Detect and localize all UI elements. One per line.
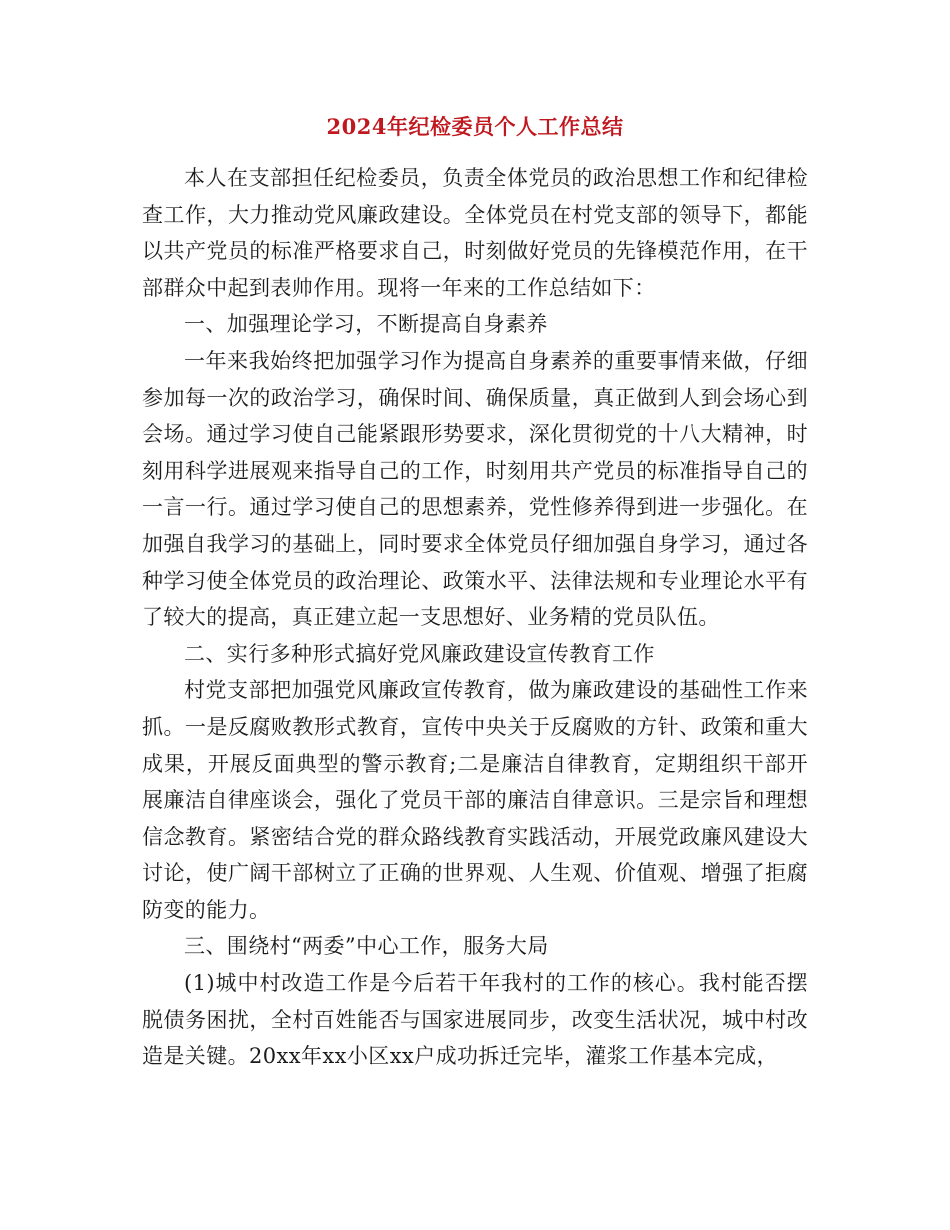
section-heading-1: 一、加强理论学习，不断提高自身素养 — [184, 312, 548, 337]
section-2-paragraph: 村党支部把加强党风廉政宣传教育，做为廉政建设的基础性工作来抓。一是反腐败教形式教育，宣传中央关于反腐败的方针、政策和重大成果，开展反面典型的警示教育;二是廉洁自律教育，定期组织干部开展廉洁自律座谈会，强化了党员干部的廉洁自律意识。三是宗旨和理想信念教育。紧密结合党的群众路线教育实践活动，开展党政廉风建设大讨论，使广阔干部树立了正确的世界观、人生观、价值观、增强了拒腐防变的能力。 — [142, 678, 808, 922]
section-heading-3: 三、围绕村“两委”中心工作，服务大局 — [184, 934, 549, 959]
document-body — [142, 160, 808, 1075]
document-page — [142, 112, 808, 1075]
document-title: 2024年纪检委员个人工作总结 — [326, 114, 624, 139]
section-1-paragraph: 一年来我始终把加强学习作为提高自身素养的重要事情来做，仔细参加每一次的政治学习，确保时间、确保质量，真正做到人到会场心到会场。通过学习使自己能紧跟形势要求，深化贯彻党的十八大精神，时刻用科学进展观来指导自己的工作，时刻用共产党员的标准指导自己的一言一行。通过学习使自己的思想素养，党性修养得到进一步强化。在加强自我学习的基础上，同时要求全体党员仔细加强自身学习，通过各种学习使全体党员的政治理论、政策水平、法律法规和专业理论水平有了较大的提高，真正建立起一支思想好、业务精的党员队伍。 — [142, 348, 808, 630]
section-3-paragraph: (1)城中村改造工作是今后若干年我村的工作的核心。我村能否摆脱债务困扰，全村百姓能否与国家进展同步，改变生活状况，城中村改造是关键。20xx年xx小区xx户成功拆迁完毕，灌浆工作基本完成， — [142, 971, 808, 1069]
intro-paragraph: 本人在支部担任纪检委员，负责全体党员的政治思想工作和纪律检查工作，大力推动党风廉政建设。全体党员在村党支部的领导下，都能以共产党员的标准严格要求自己，时刻做好党员的先锋模范作用，在干部群众中起到表帅作用。现将一年来的工作总结如下： — [142, 166, 808, 300]
section-heading-2: 二、实行多种形式搞好党风廉政建设宣传教育工作 — [184, 641, 655, 666]
